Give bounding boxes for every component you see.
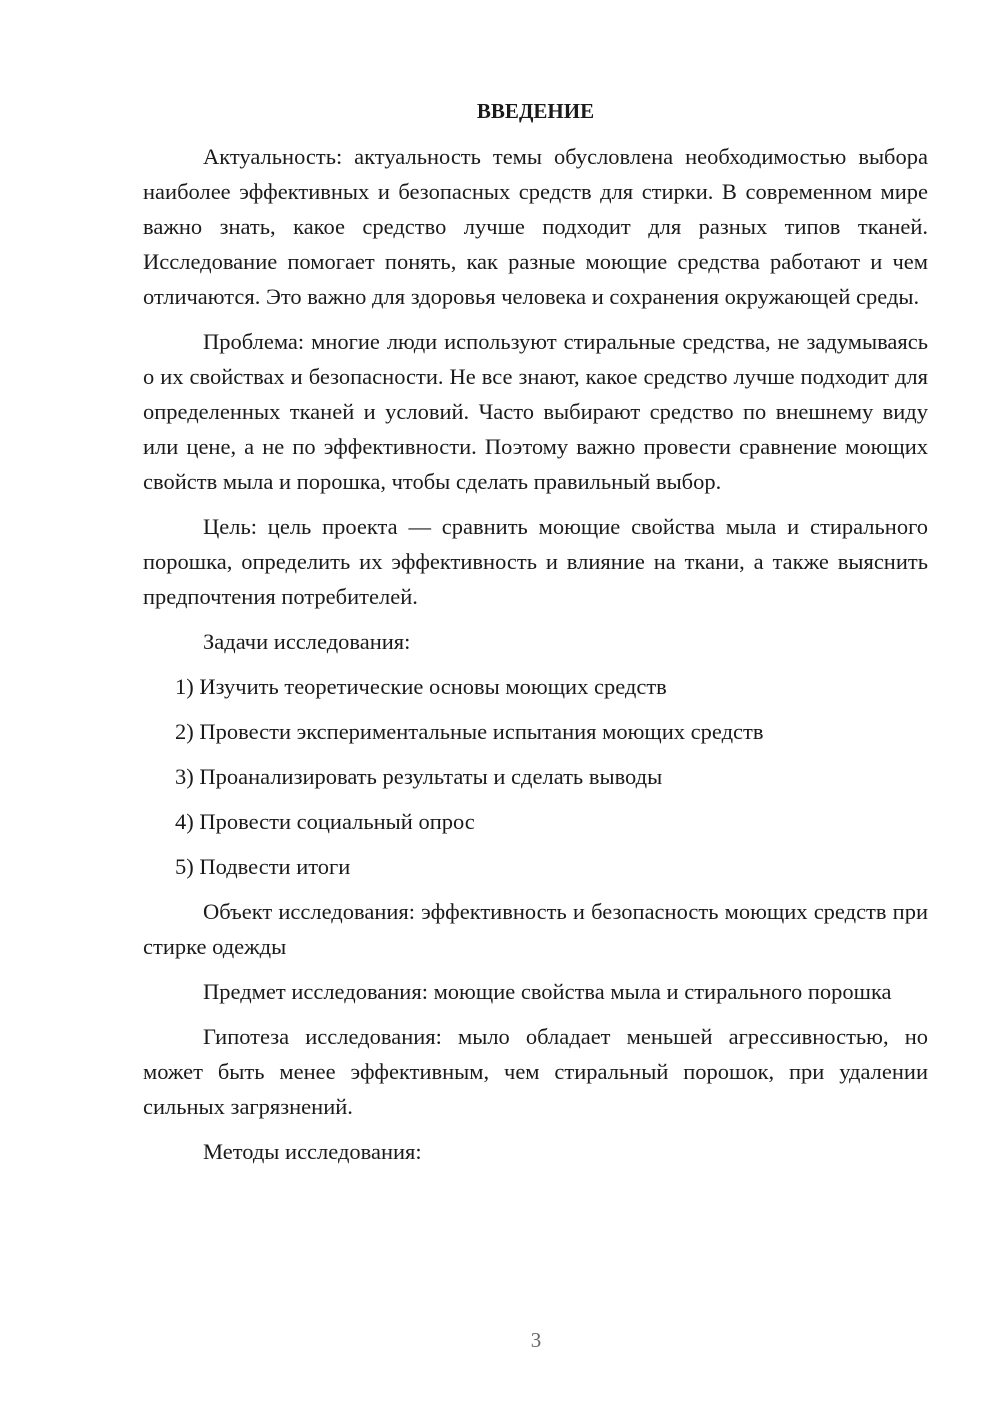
- paragraph-goal: Цель: цель проекта — сравнить моющие свойства мыла и стирального порошка, определить их эффективность и влияние на ткани, а также выяснить предпочтения потребителей.: [143, 514, 928, 609]
- list-item: 3) Проанализировать результаты и сделать выводы: [175, 764, 663, 789]
- paragraph-hypothesis: Гипотеза исследования: мыло обладает меньшей агрессивностью, но может быть менее эффективным, чем стиральный порошок, при удалении сильных загрязнений.: [143, 1024, 928, 1119]
- list-item: 2) Провести экспериментальные испытания моющих средств: [175, 719, 764, 744]
- list-item: 4) Провести социальный опрос: [175, 809, 475, 834]
- paragraph-problem: Проблема: многие люди используют стиральные средства, не задумываясь о их свойствах и безопасности. Не все знают, какое средство лучше подходит для определенных тканей и условий. Часто выбирают средство по внешнему виду или цене, а не по эффективности. Поэтому важно провести сравнение моющих свойств мыла и порошка, чтобы сделать правильный выбор.: [143, 329, 928, 494]
- paragraph-subject: Предмет исследования: моющие свойства мыла и стирального порошка: [203, 979, 892, 1004]
- list-item: 1) Изучить теоретические основы моющих средств: [175, 674, 667, 699]
- section-heading: ВВЕДЕНИЕ: [476, 99, 595, 123]
- methods-title: Методы исследования:: [203, 1139, 422, 1164]
- tasks-list: [143, 669, 928, 884]
- paragraph-relevance: Актуальность: актуальность темы обусловлена необходимостью выбора наиболее эффективных и безопасных средств для стирки. В современном мире важно знать, какое средство лучше подходит для разных типов тканей. Исследование помогает понять, как разные моющие средства работают и чем отличаются. Это важно для здоровья человека и сохранения окружающей среды.: [143, 144, 928, 309]
- paragraph-object: Объект исследования: эффективность и безопасность моющих средств при стирке одежды: [143, 899, 928, 959]
- page-number: 3: [530, 1328, 542, 1352]
- list-item: 5) Подвести итоги: [175, 854, 351, 879]
- tasks-title: Задачи исследования:: [203, 629, 411, 654]
- page-content: [143, 94, 928, 1179]
